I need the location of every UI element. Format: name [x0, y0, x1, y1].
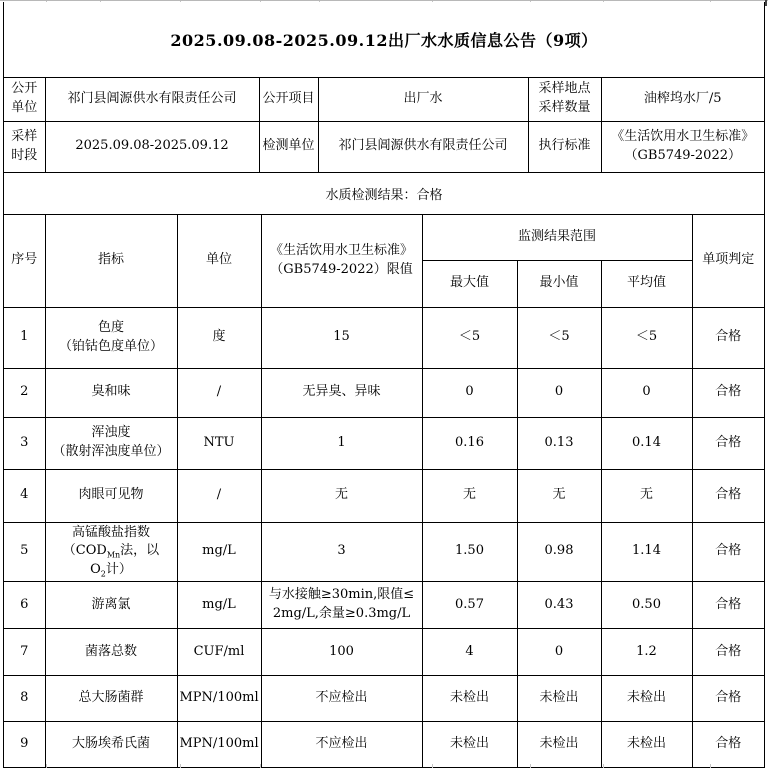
cell-avg: ＜5	[601, 307, 692, 368]
cell-min: 未检出	[517, 722, 601, 767]
cell-no: 2	[4, 368, 45, 417]
cell-min: 0	[517, 368, 601, 417]
cell-no: 4	[4, 469, 45, 522]
info-value-standard: 《生活饮用水卫生标准》 （GB5749-2022）	[601, 121, 764, 172]
info-label-open-item: 公开项目	[259, 78, 318, 121]
col-header-indicator: 指标	[45, 215, 177, 307]
cell-judge: 合格	[692, 368, 764, 417]
table-row	[4, 722, 764, 767]
table-row	[4, 368, 764, 417]
col-header-judge: 单项判定	[692, 215, 764, 307]
cell-unit: MPN/100ml	[177, 722, 261, 767]
cell-judge: 合格	[692, 307, 764, 368]
cell-unit: 度	[177, 307, 261, 368]
cell-judge: 合格	[692, 582, 764, 629]
cell-min: 0	[517, 629, 601, 676]
cell-unit: /	[177, 368, 261, 417]
cell-indicator: 臭和味	[45, 368, 177, 417]
info-value-open-item: 出厂水	[318, 78, 528, 121]
cell-limit: 不应检出	[261, 722, 422, 767]
cell-limit: 无	[261, 469, 422, 522]
info-label-open-unit: 公开 单位	[4, 78, 45, 121]
col-header-no: 序号	[4, 215, 45, 307]
cell-no: 6	[4, 582, 45, 629]
cell-judge: 合格	[692, 722, 764, 767]
cell-limit: 无异臭、异味	[261, 368, 422, 417]
table-row	[4, 676, 764, 722]
col-header-limit: 《生活饮用水卫生标准》 （GB5749-2022）限值	[261, 215, 422, 307]
cell-unit: NTU	[177, 417, 261, 469]
cell-limit: 3	[261, 522, 422, 582]
cell-max: ＜5	[422, 307, 517, 368]
cell-no: 9	[4, 722, 45, 767]
col-header-max: 最大值	[422, 260, 517, 307]
cell-max: 0.16	[422, 417, 517, 469]
table-row	[4, 417, 764, 469]
table-row	[4, 582, 764, 629]
results-table	[4, 215, 764, 767]
cell-unit: MPN/100ml	[177, 676, 261, 722]
info-value-sample-site: 油榨坞水厂/5	[601, 78, 764, 121]
cell-avg: 0.50	[601, 582, 692, 629]
cell-indicator: 浑浊度 （散射浑浊度单位）	[45, 417, 177, 469]
cell-unit: /	[177, 469, 261, 522]
cell-indicator: 总大肠菌群	[45, 676, 177, 722]
info-value-test-unit: 祁门县阊源供水有限责任公司	[318, 121, 528, 172]
cell-min: ＜5	[517, 307, 601, 368]
cell-min: 0.98	[517, 522, 601, 582]
info-row-1	[4, 78, 764, 121]
cell-judge: 合格	[692, 417, 764, 469]
cell-limit: 1	[261, 417, 422, 469]
col-header-range: 监测结果范围	[422, 215, 692, 260]
info-row-2	[4, 121, 764, 172]
cell-avg: 未检出	[601, 676, 692, 722]
info-header-table	[4, 78, 764, 172]
cell-indicator: 肉眼可见物	[45, 469, 177, 522]
cell-unit: mg/L	[177, 522, 261, 582]
cell-no: 1	[4, 307, 45, 368]
cell-max: 无	[422, 469, 517, 522]
col-header-min: 最小值	[517, 260, 601, 307]
cell-avg: 0	[601, 368, 692, 417]
cell-unit: mg/L	[177, 582, 261, 629]
info-label-test-unit: 检测单位	[259, 121, 318, 172]
cell-max: 4	[422, 629, 517, 676]
table-row	[4, 629, 764, 676]
cell-indicator: 大肠埃希氏菌	[45, 722, 177, 767]
cell-limit: 不应检出	[261, 676, 422, 722]
results-header-row-1	[4, 215, 764, 260]
info-label-standard: 执行标准	[528, 121, 601, 172]
cell-max: 0.57	[422, 582, 517, 629]
cell-avg: 无	[601, 469, 692, 522]
cell-min: 0.13	[517, 417, 601, 469]
cell-indicator: 高锰酸盐指数 （$COD_{Mn}$法，以 $O_2$计）	[45, 522, 177, 582]
cell-avg: 1.2	[601, 629, 692, 676]
cell-min: 未检出	[517, 676, 601, 722]
cell-judge: 合格	[692, 522, 764, 582]
cell-indicator: 色度 （铂钴色度单位）	[45, 307, 177, 368]
col-header-avg: 平均值	[601, 260, 692, 307]
info-label-sample-site: 采样地点 采样数量	[528, 78, 601, 121]
cell-min: 0.43	[517, 582, 601, 629]
cell-no: 8	[4, 676, 45, 722]
cell-max: 1.50	[422, 522, 517, 582]
cell-no: 3	[4, 417, 45, 469]
cell-judge: 合格	[692, 629, 764, 676]
cell-no: 7	[4, 629, 45, 676]
cell-judge: 合格	[692, 676, 764, 722]
cell-min: 无	[517, 469, 601, 522]
info-value-sample-period: 2025.09.08-2025.09.12	[45, 121, 259, 172]
cell-indicator: 菌落总数	[45, 629, 177, 676]
cell-judge: 合格	[692, 469, 764, 522]
overall-result-banner: 水质检测结果：合格	[4, 172, 764, 215]
cell-unit: CUF/ml	[177, 629, 261, 676]
cell-limit: 与水接触≥30min,限值≤ 2mg/L,余量≥0.3mg/L	[261, 582, 422, 629]
cell-max: 未检出	[422, 676, 517, 722]
info-value-open-unit: 祁门县阊源供水有限责任公司	[45, 78, 259, 121]
col-header-unit: 单位	[177, 215, 261, 307]
announcement-table	[3, 2, 765, 768]
table-row	[4, 469, 764, 522]
table-row	[4, 307, 764, 368]
cell-indicator: 游离氯	[45, 582, 177, 629]
cell-avg: 1.14	[601, 522, 692, 582]
sheet-top-edge-line	[0, 0, 768, 1]
cell-limit: 100	[261, 629, 422, 676]
cell-no: 5	[4, 522, 45, 582]
page-title: 2025.09.08-2025.09.12出厂水水质信息公告（9项）	[4, 2, 764, 78]
cell-max: 0	[422, 368, 517, 417]
table-row	[4, 522, 764, 582]
cell-avg: 0.14	[601, 417, 692, 469]
cell-avg: 未检出	[601, 722, 692, 767]
cell-max: 未检出	[422, 722, 517, 767]
cell-limit: 15	[261, 307, 422, 368]
info-label-sample-period: 采样 时段	[4, 121, 45, 172]
